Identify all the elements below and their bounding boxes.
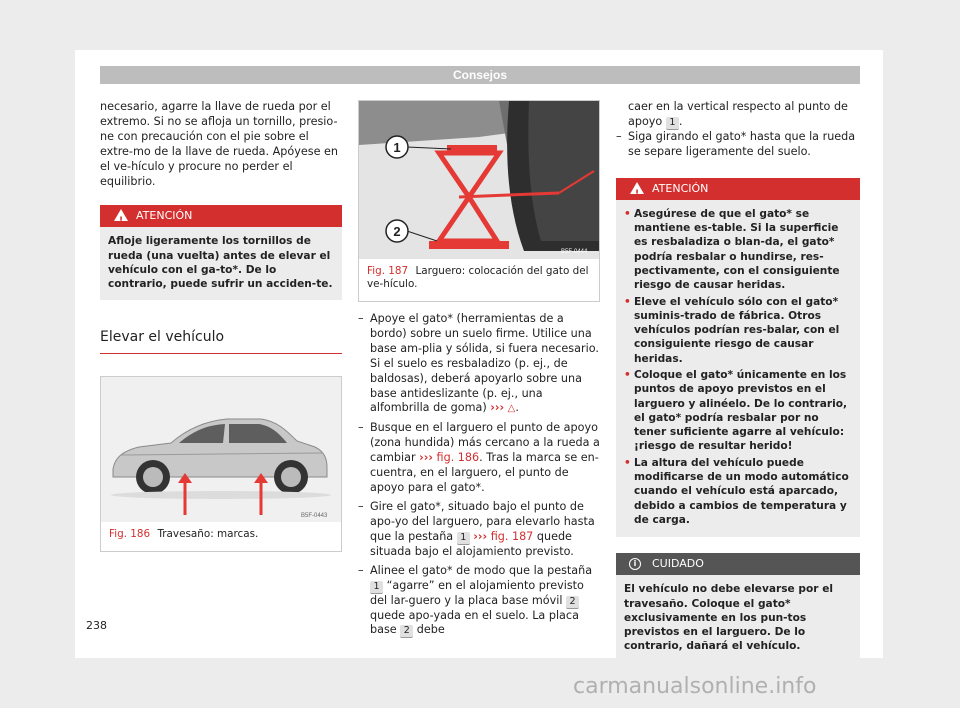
section-header: Consejos (100, 66, 860, 84)
intro-paragraph (100, 100, 342, 189)
caution-header (616, 553, 860, 575)
caution-text: El vehículo no debe elevarse por el travesaño. Coloque el gato* exclusivamente en los pun-tos previstos en el larguero. De lo contrario, dañará el vehículo. (624, 583, 834, 653)
column-3 (616, 100, 860, 662)
figure-caption-text: Travesaño: marcas. (157, 527, 259, 540)
figure-caption (359, 259, 599, 301)
figure-187 (358, 100, 600, 302)
warning-bullet: • Asegúrese de que el gato* se mantiene es-table. Si la superficie es resbaladiza o blan-da, el gato* podría resbalar o hundirse, res-pectivamente, con el consiguiente riesgo de causar heridas. (624, 207, 852, 293)
warning-bullet: • Eleve el vehículo sólo con el gato* suminis-trado de fábrica. Otros vehículos podrían res-balar, con el consiguiente riesgo de causar heridas. (624, 295, 852, 366)
callout-number: 1 (370, 581, 383, 594)
column-2 (358, 100, 600, 642)
figure-number: Fig. 186 (109, 527, 151, 540)
warning-icon: △ (507, 403, 516, 415)
figure-reference-link[interactable]: fig. 186 (436, 451, 480, 465)
figure-186 (100, 376, 342, 552)
instruction-list (358, 312, 600, 638)
warning-triangle-icon (630, 182, 644, 194)
jack-illustration (359, 101, 599, 259)
section-title: Elevar el vehículo (100, 330, 342, 354)
callout-number: 1 (666, 117, 679, 130)
list-item: – Gire el gato*, situado bajo el punto de apo-yo del larguero, para elevarlo hasta que la pestaña 1 ››› fig. 187 quede situada bajo el alojamiento previsto. (358, 500, 600, 560)
callout-number: 2 (566, 596, 579, 609)
figure-code: B5F-0444 (561, 249, 588, 255)
warning-title: ATENCIÓN (652, 181, 709, 195)
figure-number: Fig. 187 (367, 265, 409, 277)
figure-reference-link[interactable]: fig. 187 (490, 529, 534, 543)
callout-number: 2 (400, 625, 413, 638)
warning-bullet: • La altura del vehículo puede modificarse de un modo automático cuando el vehículo está aparcado, debido a cambios de temperatura y de carga. (624, 456, 852, 527)
list-item: – Busque en el larguero el punto de apoyo (zona hundida) más cercano a la rueda a cambiar ››› fig. 186. Tras la marca se en-cuentra, en el larguero, el punto de apoyo para el gato*. (358, 421, 600, 496)
list-item: – Alinee el gato* de modo que la pestaña 1 “agarre” en el alojamiento previsto del lar-guero y la placa base móvil 2 quede apo-yada en el suelo. La placa base 2 debe (358, 564, 600, 639)
callout-2: 2 (393, 224, 401, 239)
page-number: 238 (86, 619, 107, 632)
continued-paragraph: caer en la vertical respecto al punto de apoyo 1 . (628, 100, 848, 128)
list-item: – Siga girando el gato* hasta que la rueda se separe ligeramente del suelo. (616, 130, 860, 160)
reference-arrow-icon: ››› (473, 529, 488, 543)
callout-number: 1 (457, 532, 470, 545)
caution-box (616, 553, 860, 661)
reference-arrow-icon: ››› (490, 401, 505, 415)
info-circle-icon: i (629, 558, 641, 570)
warning-header (100, 205, 342, 227)
watermark: carmanualsonline.info (573, 674, 817, 699)
car-side-illustration (101, 377, 341, 522)
warning-box (616, 178, 860, 538)
warning-box (100, 205, 342, 299)
warning-body (616, 200, 860, 538)
warning-text: Afloje ligeramente los tornillos de rueda (una vuelta) antes de elevar el vehículo con el ga-to*. De lo contrario, puede sufrir un acciden-te. (108, 235, 333, 291)
warning-bullet: • Coloque el gato* únicamente en los puntos de apoyo previstos en el larguero y alinéelo. De lo contrario, el gato* podría resbalar por no tener suficiente agarre al vehículo: ¡riesgo de resultar herido! (624, 368, 852, 454)
caution-title: CUIDADO (652, 557, 704, 571)
callout-1: 1 (393, 140, 401, 155)
figure-caption-text: Larguero: colocación del gato del ve-hículo. (367, 265, 589, 290)
warning-title: ATENCIÓN (136, 209, 193, 223)
intro-text: necesario, agarre la llave de rueda por el extremo. Si no se afloja un tornillo, presio-ne con precaución con el pie sobre el extre-mo de la llave de rueda. Apóyese en el ve-hículo y procure no perder el equilibrio. (100, 100, 338, 188)
reference-arrow-icon: ››› (419, 451, 433, 465)
figure-code: B5F-0443 (301, 512, 328, 519)
list-item: – Apoye el gato* (herramientas de a bordo) sobre un suelo firme. Utilice una base am-plia y sólida, si fuera necesario. Si el suelo es resbaladizo (p. ej., de baldosas), deberá apoyarlo sobre una base antideslizante (p. ej., una alfombrilla de goma) ››› △. (358, 312, 600, 417)
warning-header (616, 178, 860, 200)
figure-caption (101, 522, 341, 551)
column-1 (100, 100, 342, 552)
warning-triangle-icon (114, 209, 128, 221)
